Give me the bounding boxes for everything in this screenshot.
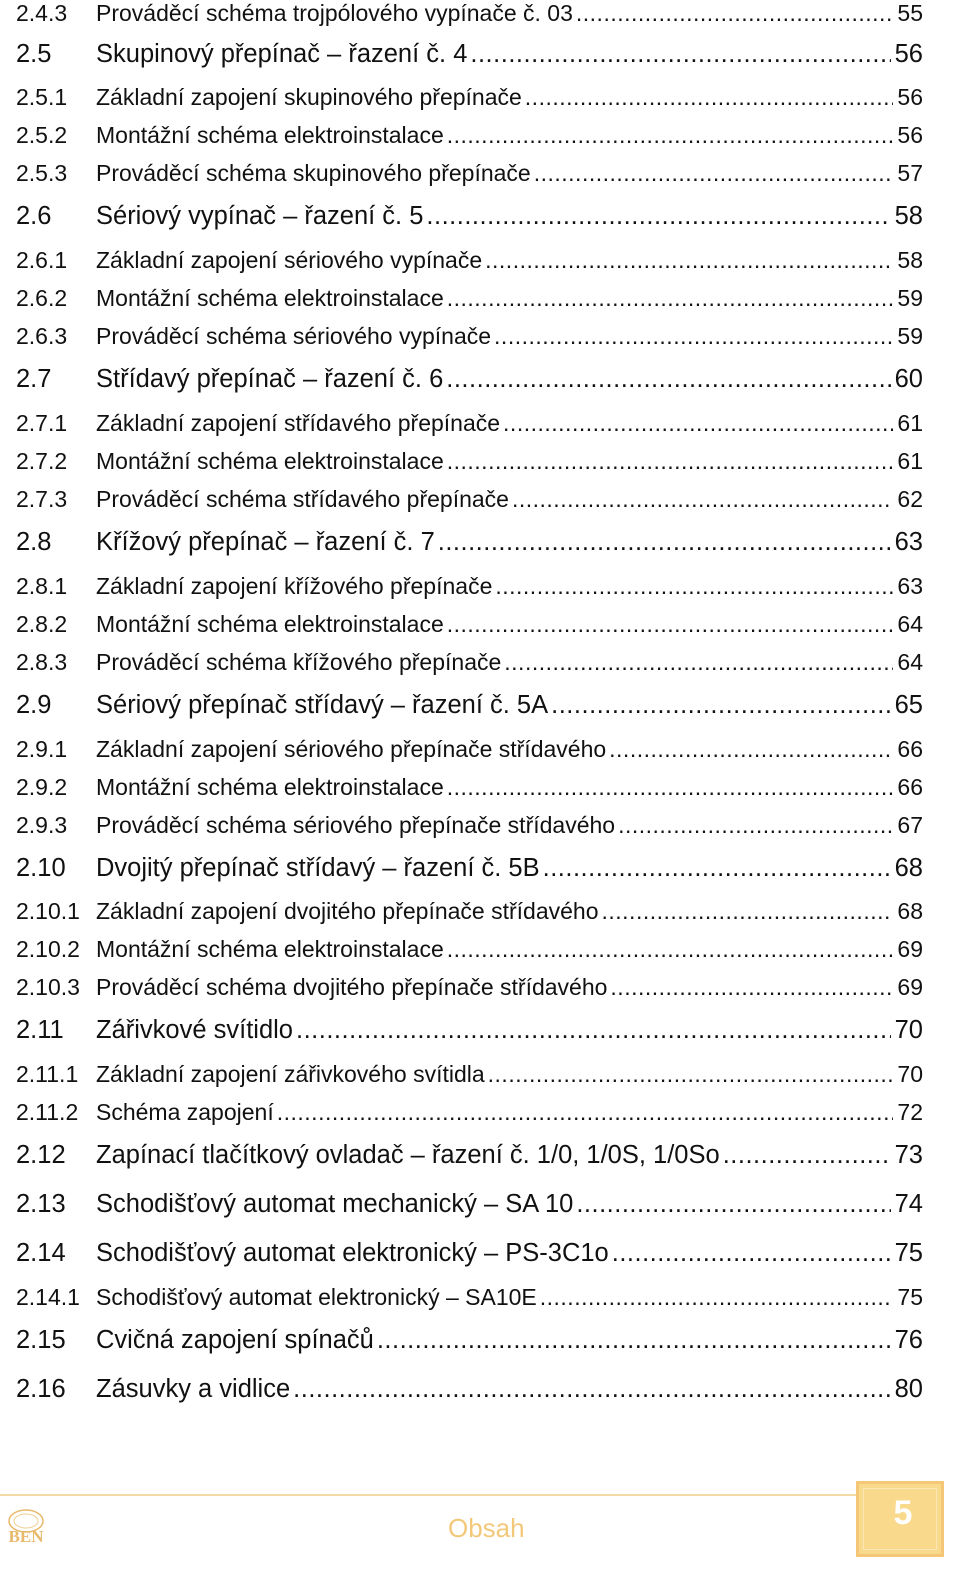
toc-entry[interactable] bbox=[16, 247, 923, 274]
toc-entry[interactable] bbox=[16, 1326, 923, 1355]
toc-leader-dots bbox=[551, 691, 890, 720]
toc-entry[interactable] bbox=[16, 936, 923, 963]
toc-entry-page: 67 bbox=[897, 812, 923, 838]
toc-entry-page: 64 bbox=[897, 649, 923, 675]
toc-leader-dots bbox=[426, 202, 890, 231]
toc-entry-title: Základní zapojení zářivkového svítidla bbox=[96, 1061, 485, 1087]
toc-entry-number: 2.6.2 bbox=[16, 285, 68, 311]
toc-leader-dots bbox=[447, 122, 894, 149]
toc-entry-number: 2.10.3 bbox=[16, 974, 80, 1000]
toc-entry-title: Montážní schéma elektroinstalace bbox=[96, 774, 444, 800]
toc-entry-number: 2.5 bbox=[16, 40, 52, 68]
toc-leader-dots bbox=[576, 0, 894, 27]
toc-entry-title: Základní zapojení sériového přepínače střídavého bbox=[96, 736, 607, 762]
toc-leader-dots bbox=[485, 247, 893, 274]
toc-entry-number: 2.9 bbox=[16, 691, 52, 719]
toc-entry-number: 2.8.3 bbox=[16, 649, 68, 675]
toc-entry[interactable] bbox=[16, 365, 923, 394]
toc-entry-page: 72 bbox=[897, 1099, 923, 1125]
toc-entry-page: 63 bbox=[897, 573, 923, 599]
toc-entry-page: 73 bbox=[894, 1141, 923, 1169]
toc-leader-dots bbox=[495, 573, 893, 600]
toc-entry-page: 75 bbox=[894, 1239, 923, 1267]
toc-entry-page: 59 bbox=[897, 323, 923, 349]
toc-entry-page: 56 bbox=[897, 84, 923, 110]
toc-entry-title: Skupinový přepínač – řazení č. 4 bbox=[96, 40, 468, 68]
toc-leader-dots bbox=[446, 365, 890, 394]
toc-entry-title: Schéma zapojení bbox=[96, 1099, 274, 1125]
toc-entry-page: 65 bbox=[894, 691, 923, 719]
toc-entry-number: 2.9.1 bbox=[16, 736, 68, 762]
toc-entry-title: Montážní schéma elektroinstalace bbox=[96, 448, 444, 474]
toc-entry-title: Sériový přepínač střídavý – řazení č. 5A bbox=[96, 691, 549, 719]
toc-entry-page: 62 bbox=[897, 486, 923, 512]
toc-entry-number: 2.5.2 bbox=[16, 122, 68, 148]
toc-leader-dots bbox=[503, 410, 893, 437]
toc-entry-title: Montážní schéma elektroinstalace bbox=[96, 122, 444, 148]
toc-entry-page: 56 bbox=[897, 122, 923, 148]
toc-entry-title: Prováděcí schéma dvojitého přepínače střídavého bbox=[96, 974, 608, 1000]
toc-entry-title: Střídavý přepínač – řazení č. 6 bbox=[96, 365, 444, 393]
toc-entry-page: 55 bbox=[897, 0, 923, 26]
toc-leader-dots bbox=[470, 40, 890, 69]
toc-entry-number: 2.7 bbox=[16, 365, 52, 393]
toc-leader-dots bbox=[618, 812, 893, 839]
footer-divider bbox=[0, 1494, 858, 1496]
toc-leader-dots bbox=[540, 1284, 894, 1311]
toc-entry[interactable] bbox=[16, 285, 923, 312]
toc-entry-number: 2.11.2 bbox=[16, 1099, 79, 1125]
toc-leader-dots bbox=[543, 854, 891, 883]
toc-entry[interactable] bbox=[16, 0, 923, 27]
toc-entry[interactable] bbox=[16, 202, 923, 231]
footer-section-label: Obsah bbox=[448, 1513, 525, 1543]
toc-entry-page: 75 bbox=[897, 1284, 923, 1310]
toc-entry-page: 76 bbox=[894, 1326, 923, 1354]
toc-entry-number: 2.12 bbox=[16, 1141, 66, 1169]
toc-entry-number: 2.6.1 bbox=[16, 247, 68, 273]
toc-leader-dots bbox=[438, 528, 891, 557]
toc-entry-page: 59 bbox=[897, 285, 923, 311]
toc-leader-dots bbox=[293, 1375, 890, 1404]
toc-entry[interactable] bbox=[16, 1016, 923, 1045]
toc-leader-dots bbox=[447, 448, 894, 475]
toc-entry-page: 70 bbox=[894, 1016, 923, 1044]
toc-entry-page: 58 bbox=[897, 247, 923, 273]
toc-entry-page: 80 bbox=[894, 1375, 923, 1403]
toc-entry-title: Schodišťový automat mechanický – SA 10 bbox=[96, 1190, 574, 1218]
toc-entry[interactable] bbox=[16, 573, 923, 600]
svg-text:BEN: BEN bbox=[8, 1527, 44, 1546]
toc-entry-title: Základní zapojení sériového vypínače bbox=[96, 247, 483, 273]
toc-entry[interactable] bbox=[16, 1284, 923, 1311]
toc-entry-number: 2.9.3 bbox=[16, 812, 68, 838]
toc-entry-title: Základní zapojení křížového přepínače bbox=[96, 573, 493, 599]
toc-entry-number: 2.5.1 bbox=[16, 84, 68, 110]
toc-entry-page: 63 bbox=[894, 528, 923, 556]
toc-entry-page: 70 bbox=[897, 1061, 923, 1087]
toc-leader-dots bbox=[277, 1099, 894, 1126]
toc-entry-number: 2.5.3 bbox=[16, 160, 68, 186]
toc-entry-number: 2.10.2 bbox=[16, 936, 80, 962]
toc-entry-title: Montážní schéma elektroinstalace bbox=[96, 611, 444, 637]
toc-entry-page: 66 bbox=[897, 774, 923, 800]
toc-leader-dots bbox=[488, 1061, 894, 1088]
publisher-logo bbox=[2, 1508, 50, 1546]
toc-entry-title: Prováděcí schéma střídavého přepínače bbox=[96, 486, 509, 512]
toc-entry[interactable] bbox=[16, 736, 923, 763]
toc-leader-dots bbox=[609, 736, 893, 763]
toc-entry[interactable] bbox=[16, 774, 923, 801]
toc-entry[interactable] bbox=[16, 812, 923, 839]
toc-entry[interactable] bbox=[16, 974, 923, 1001]
toc-entry[interactable] bbox=[16, 898, 923, 925]
toc-entry-title: Sériový vypínač – řazení č. 5 bbox=[96, 202, 424, 230]
toc-entry-page: 66 bbox=[897, 736, 923, 762]
toc-entry-title: Prováděcí schéma skupinového přepínače bbox=[96, 160, 531, 186]
toc-entry[interactable] bbox=[16, 122, 923, 149]
toc-entry[interactable] bbox=[16, 448, 923, 475]
toc-entry-number: 2.9.2 bbox=[16, 774, 68, 800]
toc-entry[interactable] bbox=[16, 691, 923, 720]
toc-entry-title: Prováděcí schéma sériového přepínače střídavého bbox=[96, 812, 616, 838]
toc-entry[interactable] bbox=[16, 1190, 923, 1219]
toc-entry[interactable] bbox=[16, 1099, 923, 1126]
toc-entry-page: 61 bbox=[897, 448, 923, 474]
toc-leader-dots bbox=[447, 611, 894, 638]
toc-entry-title: Zásuvky a vidlice bbox=[96, 1375, 291, 1403]
toc-entry-title: Základní zapojení dvojitého přepínače střídavého bbox=[96, 898, 599, 924]
toc-entry[interactable] bbox=[16, 1239, 923, 1268]
toc-entry[interactable] bbox=[16, 323, 923, 350]
toc-entry-title: Schodišťový automat elektronický – SA10E bbox=[96, 1284, 537, 1310]
toc-entry-number: 2.8.2 bbox=[16, 611, 68, 637]
toc-entry-number: 2.4.3 bbox=[16, 0, 68, 26]
toc-entry[interactable] bbox=[16, 611, 923, 638]
toc-entry-number: 2.11.1 bbox=[16, 1061, 79, 1087]
toc-entry[interactable] bbox=[16, 84, 923, 111]
toc-entry-page: 64 bbox=[897, 611, 923, 637]
toc-leader-dots bbox=[377, 1326, 891, 1355]
toc-entry-number: 2.10.1 bbox=[16, 898, 80, 924]
toc-leader-dots bbox=[525, 84, 894, 111]
toc-entry-page: 60 bbox=[894, 365, 923, 393]
toc-leader-dots bbox=[612, 1239, 891, 1268]
toc-entry[interactable] bbox=[16, 160, 923, 187]
toc-entry-number: 2.6.3 bbox=[16, 323, 68, 349]
toc-entry-page: 69 bbox=[897, 936, 923, 962]
toc-entry-page: 69 bbox=[897, 974, 923, 1000]
toc-entry-number: 2.6 bbox=[16, 202, 52, 230]
toc-entry[interactable] bbox=[16, 528, 923, 557]
toc-entry-title: Základní zapojení skupinového přepínače bbox=[96, 84, 522, 110]
toc-entry-number: 2.13 bbox=[16, 1190, 66, 1218]
page-number-box bbox=[856, 1481, 944, 1557]
toc-leader-dots bbox=[512, 486, 893, 513]
toc-entry-page: 61 bbox=[897, 410, 923, 436]
toc-leader-dots bbox=[504, 649, 893, 676]
toc-entry-title: Základní zapojení střídavého přepínače bbox=[96, 410, 501, 436]
toc-entry-number: 2.7.3 bbox=[16, 486, 68, 512]
toc-entry[interactable] bbox=[16, 1141, 923, 1170]
toc-entry[interactable] bbox=[16, 649, 923, 676]
toc-entry-number: 2.15 bbox=[16, 1326, 66, 1354]
toc-entry-page: 56 bbox=[894, 40, 923, 68]
toc-entry-title: Montážní schéma elektroinstalace bbox=[96, 936, 444, 962]
toc-entry-number: 2.8 bbox=[16, 528, 52, 556]
toc-entry-number: 2.14.1 bbox=[16, 1284, 80, 1310]
toc-entry-number: 2.11 bbox=[16, 1016, 64, 1044]
toc-entry-title: Zářivkové svítidlo bbox=[96, 1016, 293, 1044]
toc-entry[interactable] bbox=[16, 1375, 923, 1404]
toc-entry-number: 2.16 bbox=[16, 1375, 66, 1403]
toc-leader-dots bbox=[447, 774, 894, 801]
toc-entry[interactable] bbox=[16, 410, 923, 437]
toc-entry-page: 68 bbox=[894, 854, 923, 882]
toc-entry-number: 2.7.2 bbox=[16, 448, 68, 474]
toc-leader-dots bbox=[296, 1016, 891, 1045]
toc-entry-number: 2.8.1 bbox=[16, 573, 68, 599]
toc-entry-page: 68 bbox=[897, 898, 923, 924]
toc-entry-title: Prováděcí schéma křížového přepínače bbox=[96, 649, 502, 675]
toc-leader-dots bbox=[576, 1190, 890, 1219]
toc-entry[interactable] bbox=[16, 854, 923, 883]
toc-leader-dots bbox=[723, 1141, 891, 1170]
toc-entry-title: Cvičná zapojení spínačů bbox=[96, 1326, 374, 1354]
toc-leader-dots bbox=[447, 936, 894, 963]
toc-leader-dots bbox=[494, 323, 893, 350]
toc-entry[interactable] bbox=[16, 486, 923, 513]
toc-entry-page: 74 bbox=[894, 1190, 923, 1218]
toc-leader-dots bbox=[534, 160, 894, 187]
toc-entry-title: Zapínací tlačítkový ovladač – řazení č. 1/0, 1/0S, 1/0So bbox=[96, 1141, 720, 1169]
toc-leader-dots bbox=[602, 898, 894, 925]
toc-entry-number: 2.10 bbox=[16, 854, 66, 882]
toc-entry-title: Montážní schéma elektroinstalace bbox=[96, 285, 444, 311]
toc-entry-title: Dvojitý přepínač střídavý – řazení č. 5B bbox=[96, 854, 540, 882]
toc-entry-page: 57 bbox=[897, 160, 923, 186]
toc-entry-number: 2.7.1 bbox=[16, 410, 68, 436]
toc-leader-dots bbox=[447, 285, 894, 312]
toc-entry-title: Křížový přepínač – řazení č. 7 bbox=[96, 528, 435, 556]
toc-entry-title: Prováděcí schéma trojpólového vypínače č. 03 bbox=[96, 0, 573, 26]
page-number: 5 bbox=[893, 1494, 913, 1532]
toc-leader-dots bbox=[610, 974, 893, 1001]
toc-entry-title: Schodišťový automat elektronický – PS-3C1o bbox=[96, 1239, 609, 1267]
toc-entry-title: Prováděcí schéma sériového vypínače bbox=[96, 323, 492, 349]
toc-entry-page: 58 bbox=[894, 202, 923, 230]
toc-entry-number: 2.14 bbox=[16, 1239, 66, 1267]
toc-entry[interactable] bbox=[16, 1061, 923, 1088]
toc-entry[interactable] bbox=[16, 40, 923, 69]
